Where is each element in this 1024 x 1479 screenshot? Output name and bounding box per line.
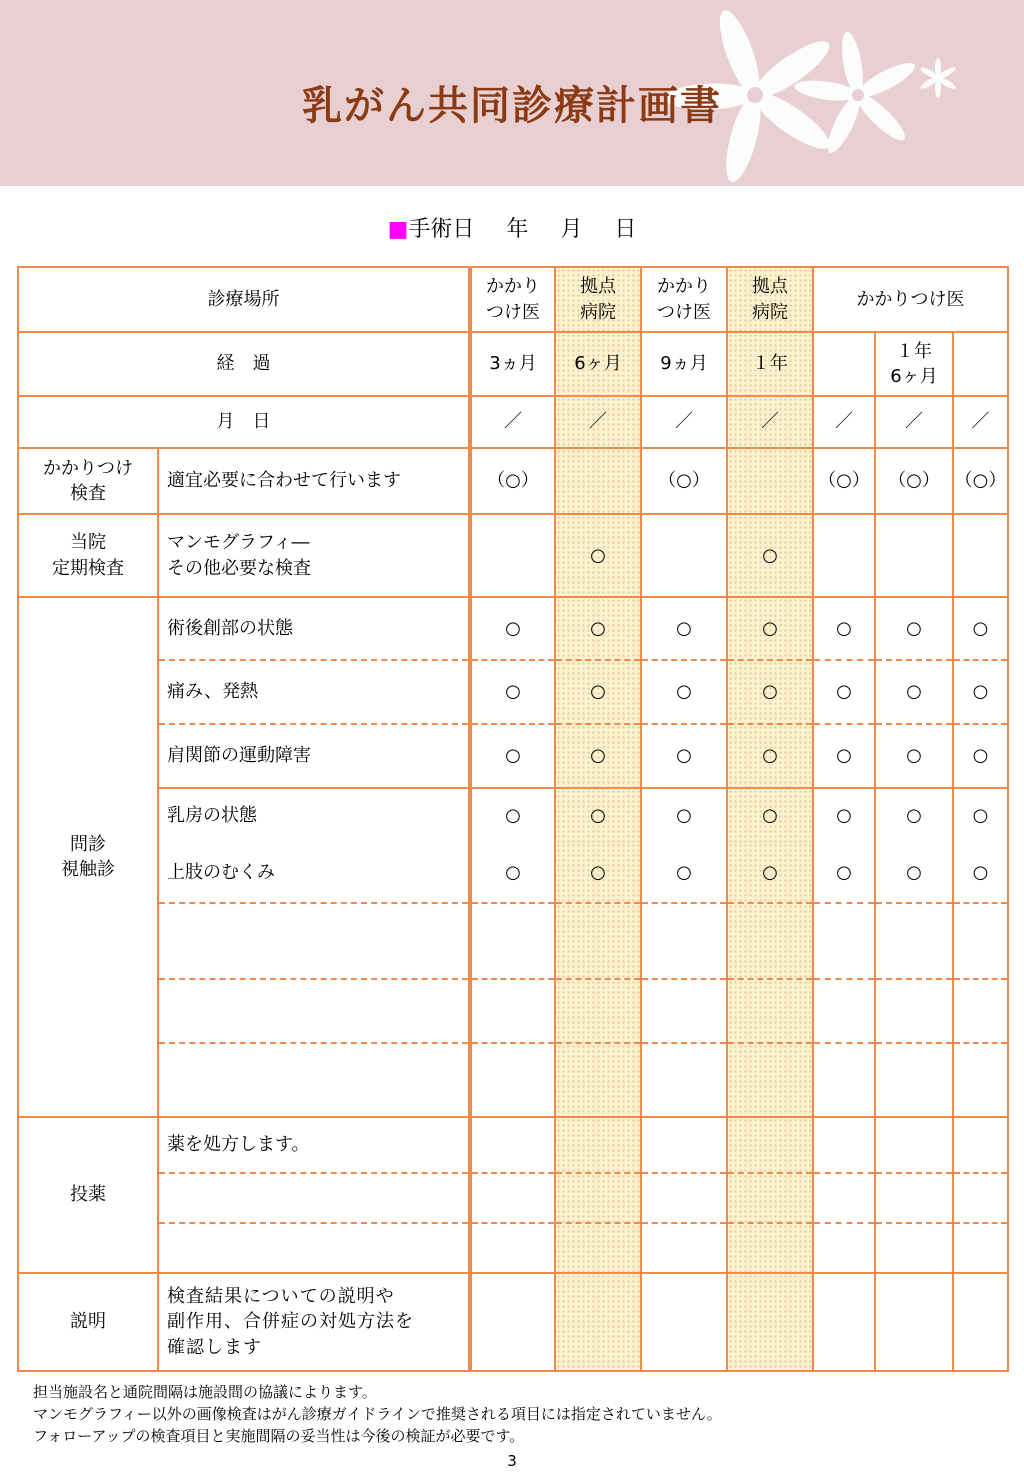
table-row [18,332,1008,396]
toyaku-item: 薬を処方します。 [158,1117,470,1173]
circle-mark: ○ [470,788,555,843]
circle-mark: ○ [641,788,727,843]
date-cell[interactable]: ／ [953,396,1008,448]
table-row [18,514,1008,597]
setsumei-label: 説明 [18,1273,158,1371]
circle-mark: ○ [555,514,641,597]
circle-mark: ○ [470,724,555,788]
progress-cell: １年 6ヶ月 [875,332,953,396]
circle-mark: ○ [813,660,875,724]
date-cell[interactable]: ／ [875,396,953,448]
place-header: 診療場所 [18,267,470,332]
circle-mark: ○ [555,843,641,903]
square-marker-icon: ■ [387,217,409,242]
monshin-label: 問診 視触診 [18,597,158,1117]
table-row [18,788,1008,843]
blank-cell[interactable] [158,979,470,1043]
circle-mark: ○ [875,724,953,788]
setsumei-item: 検査結果についての説明や 副作用、合併症の対処方法を 確認します [158,1273,470,1371]
kakaritsuke-check-label: かかりつけ 検査 [18,448,158,514]
footnote: マンモグラフィー以外の画像検査はがん診療ガイドラインで推奨される項目には指定されていません。 [33,1405,722,1423]
surgery-month: 月 [560,217,583,242]
table-row [18,1223,1008,1273]
date-cell[interactable]: ／ [813,396,875,448]
monshin-item: 肩関節の運動障害 [158,724,470,788]
table-row [18,979,1008,1043]
circle-mark: ○ [555,660,641,724]
circle-mark: ○ [953,597,1008,660]
blank-cell[interactable] [158,1223,470,1273]
footnote: 担当施設名と通院間隔は施設間の協議によります。 [33,1383,377,1401]
circle-mark: ○ [727,724,813,788]
circle-mark: ○ [641,724,727,788]
blank-cell[interactable] [158,1173,470,1223]
paren-circle-mark: （○） [953,448,1008,514]
surgery-label: 手術日 [408,217,475,242]
date-cell[interactable]: ／ [727,396,813,448]
table-row [18,724,1008,788]
table-row [18,1173,1008,1223]
table-row [18,903,1008,979]
kakaritsuke-check-item: 適宜必要に合わせて行います [158,448,470,514]
paren-circle-mark: （○） [470,448,555,514]
circle-mark: ○ [813,724,875,788]
date-cell[interactable]: ／ [470,396,555,448]
table-row [18,1117,1008,1173]
monshin-item: 術後創部の状態 [158,597,470,660]
monshin-item: 痛み、発熱 [158,660,470,724]
circle-mark: ○ [641,660,727,724]
circle-mark: ○ [470,660,555,724]
circle-mark: ○ [641,843,727,903]
kyoten-header: 拠点 病院 [555,267,641,332]
table-row [18,660,1008,724]
circle-mark: ○ [727,788,813,843]
footnotes [33,1381,722,1447]
progress-cell [953,332,1008,396]
surgery-date [0,212,1024,243]
date-cell[interactable]: ／ [555,396,641,448]
circle-mark: ○ [875,597,953,660]
paren-circle-mark: （○） [813,448,875,514]
page-number: 3 [507,1452,517,1470]
circle-mark: ○ [953,788,1008,843]
circle-mark: ○ [470,597,555,660]
table-row [18,1273,1008,1371]
circle-mark: ○ [641,597,727,660]
circle-mark: ○ [953,724,1008,788]
progress-cell [813,332,875,396]
circle-mark: ○ [875,788,953,843]
toyaku-label: 投薬 [18,1117,158,1273]
circle-mark: ○ [875,843,953,903]
surgery-day: 日 [614,217,637,242]
kyoten-header: 拠点 病院 [727,267,813,332]
care-plan-table [17,266,1009,1372]
circle-mark: ○ [727,843,813,903]
circle-mark: ○ [470,843,555,903]
table-row [18,1043,1008,1117]
circle-mark: ○ [875,660,953,724]
circle-mark: ○ [727,514,813,597]
table-row [18,448,1008,514]
surgery-year: 年 [506,217,529,242]
teiki-label: 当院 定期検査 [18,514,158,597]
progress-header: 経 過 [18,332,470,396]
table-row [18,597,1008,660]
kakaritsuke-header: かかり つけ医 [641,267,727,332]
table-row [18,396,1008,448]
progress-cell: 9ヵ月 [641,332,727,396]
monshin-item: 上肢のむくみ [158,843,470,903]
circle-mark: ○ [727,660,813,724]
paren-circle-mark: （○） [641,448,727,514]
progress-cell: 3ヵ月 [470,332,555,396]
circle-mark: ○ [555,597,641,660]
table-row [18,267,1008,332]
date-header: 月 日 [18,396,470,448]
footnote: フォローアップの検査項目と実施間隔の妥当性は今後の検証が必要です。 [33,1427,525,1445]
kakaritsuke-header: かかり つけ医 [470,267,555,332]
blank-cell[interactable] [158,1043,470,1117]
date-cell[interactable]: ／ [641,396,727,448]
blank-cell[interactable] [158,903,470,979]
kakaritsuke-wide-header: かかりつけ医 [813,267,1008,332]
circle-mark: ○ [953,843,1008,903]
circle-mark: ○ [813,788,875,843]
teiki-item: マンモグラフィ― その他必要な検査 [158,514,470,597]
table-row [18,843,1008,903]
circle-mark: ○ [727,597,813,660]
progress-cell: １年 [727,332,813,396]
paren-circle-mark: （○） [875,448,953,514]
page-title: 乳がん共同診療計画書 [302,83,722,129]
circle-mark: ○ [813,843,875,903]
circle-mark: ○ [555,724,641,788]
circle-mark: ○ [813,597,875,660]
circle-mark: ○ [953,660,1008,724]
monshin-item: 乳房の状態 [158,788,470,843]
circle-mark: ○ [555,788,641,843]
progress-cell: 6ヶ月 [555,332,641,396]
